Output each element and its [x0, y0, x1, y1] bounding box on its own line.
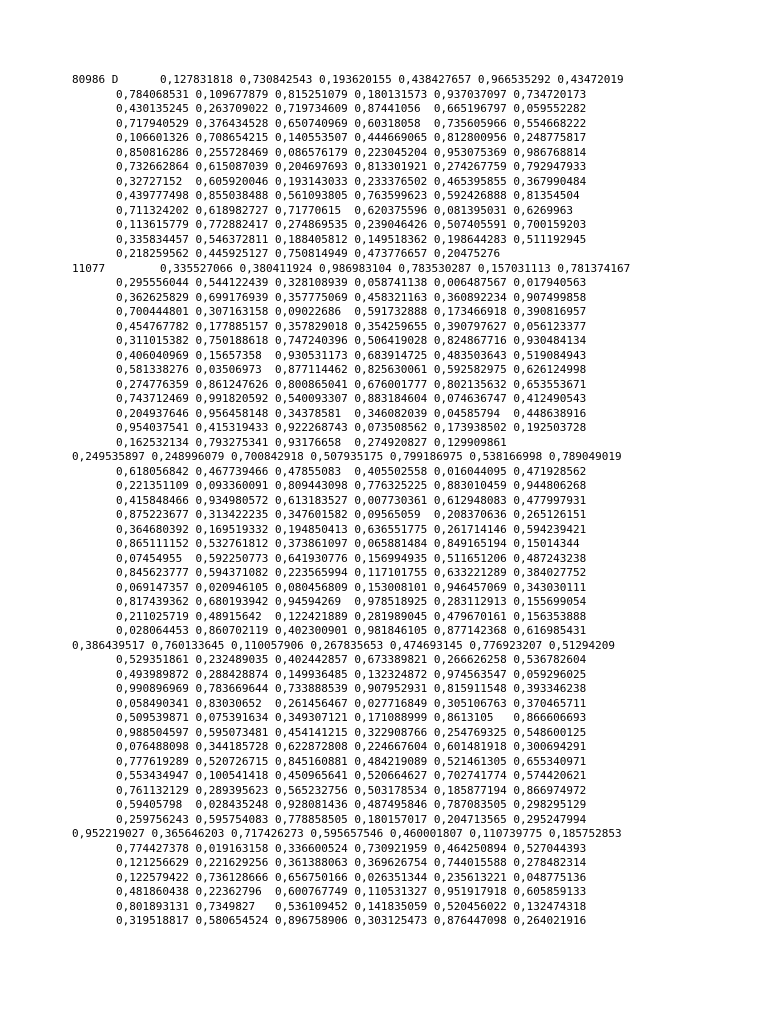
- value-row: 0,717940529 0,376434528 0,650740969 0,60318058 0,735605966 0,554668222: [116, 116, 587, 130]
- value-row: 0,335834457 0,546372811 0,188405812 0,149518362 0,198644283 0,511192945: [116, 232, 587, 246]
- value-row: 0,777619289 0,520726715 0,845160881 0,484219089 0,521461305 0,655340971: [116, 754, 587, 768]
- value-row: 0,113615779 0,772882417 0,274869535 0,239046426 0,507405591 0,700159203: [116, 218, 587, 231]
- value-row: 0,221351109 0,093360091 0,809443098 0,776325225 0,883010459 0,944806268: [116, 479, 587, 492]
- value-row: 0,59405798 0,028435248 0,928081436 0,487495846 0,787083505 0,298295129: [116, 798, 587, 811]
- data-record: [72, 639, 630, 828]
- value-row: 0,553434947 0,100541418 0,450965641 0,520664627 0,702741774 0,574420621: [116, 769, 587, 782]
- value-row: 0,311015382 0,750188618 0,747240396 0,506419028 0,824867716 0,930484134: [116, 334, 587, 347]
- value-row: 0,509539871 0,075391634 0,349307121 0,171088999 0,8613105 0,866606693: [116, 711, 587, 724]
- value-row: 0,774427378 0,019163158 0,336600524 0,730921959 0,464250894 0,527044393: [116, 841, 587, 855]
- value-row: 0,529351861 0,232489035 0,402442857 0,673389821 0,266626258 0,536782604: [116, 653, 587, 666]
- record-label: [72, 73, 160, 88]
- value-row: 0,711324202 0,618982727 0,71770615 0,620375596 0,081395031 0,6269963: [116, 203, 573, 217]
- value-row: 0,845623777 0,594371082 0,223565994 0,117101755 0,633221289 0,384027752: [116, 566, 587, 579]
- value-row: 0,218259562 0,445925127 0,750814949 0,473776657 0,20475276: [116, 247, 501, 260]
- value-row: 0,07454955 0,592250773 0,641930776 0,156994935 0,511651206 0,487243238: [116, 551, 587, 565]
- value-row: 0,954037541 0,415319433 0,922268743 0,073508562 0,173938502 0,192503728: [116, 421, 587, 434]
- value-row: 0,850816286 0,255728469 0,086576179 0,223045204 0,953075369 0,986768814: [116, 145, 587, 159]
- value-row: 0,865111152 0,532761812 0,373861097 0,065881484 0,849165194 0,15014344: [116, 537, 580, 550]
- value-row: 0,952219027 0,365646203 0,717426273 0,595657546 0,460001807 0,110739775 0,185752853: [72, 827, 622, 840]
- value-row: 0,386439517 0,760133645 0,110057906 0,267835653 0,474693145 0,776923207 0,51294209: [72, 638, 616, 652]
- record-id: 11077: [72, 261, 106, 275]
- record-label: [72, 262, 160, 277]
- value-row: 0,121256629 0,221629256 0,361388063 0,369626754 0,744015588 0,278482314: [116, 856, 587, 869]
- record-header-line: [72, 262, 630, 277]
- value-row: 0,700444801 0,307163158 0,09022686 0,591732888 0,173466918 0,390816957: [116, 305, 587, 318]
- value-row: 0,211025719 0,48915642 0,122421889 0,281989045 0,479670161 0,156353888: [116, 609, 587, 623]
- value-row: 0,990896969 0,783669644 0,733888539 0,907952931 0,815911548 0,393346238: [116, 682, 587, 695]
- record-header-line: [72, 73, 630, 88]
- data-record: [72, 73, 630, 262]
- value-row: 0,732662864 0,615087039 0,204697693 0,813301921 0,274267759 0,792947933: [116, 160, 587, 173]
- value-row: 0,618056842 0,467739466 0,47855083 0,405502558 0,016044095 0,471928562: [116, 464, 587, 478]
- value-row: 0,801893131 0,7349827 0,536109452 0,141835059 0,520456022 0,132474318: [116, 899, 587, 913]
- value-row: 0,204937646 0,956458148 0,34378581 0,346082039 0,04585794 0,448638916: [116, 406, 587, 420]
- value-row: 0,581338276 0,03506973 0,877114462 0,825630061 0,592582975 0,626124998: [116, 363, 587, 376]
- value-row: 0,784068531 0,109677879 0,815251079 0,180131573 0,937037097 0,734720173: [116, 87, 587, 101]
- value-row: 0,162532134 0,793275341 0,93176658 0,274920827 0,129909861: [116, 435, 507, 449]
- data-record: [72, 262, 630, 451]
- value-row: 0,106601326 0,708654215 0,140553507 0,444669065 0,812800956 0,248775817: [116, 131, 587, 144]
- record-header-line: [72, 827, 630, 842]
- value-row: 0,493989872 0,288428874 0,149936485 0,132324872 0,974563547 0,059296025: [116, 667, 587, 681]
- value-row: 0,319518817 0,580654524 0,896758906 0,303125473 0,876447098 0,264021916: [116, 914, 587, 927]
- record-header-line: [72, 639, 630, 654]
- value-row: 0,439777498 0,855038488 0,561093805 0,763599623 0,592426888 0,81354504: [116, 189, 580, 202]
- value-row: 0,454767782 0,177885157 0,357829018 0,354259655 0,390797627 0,056123377: [116, 319, 587, 333]
- record-header-line: [72, 450, 630, 465]
- value-row: 0,32727152 0,605920046 0,193143033 0,233376502 0,465395855 0,367990484: [116, 174, 587, 188]
- value-row: 0,430135245 0,263709022 0,719734609 0,87441056 0,665196797 0,059552282: [116, 102, 587, 115]
- value-row: 0,274776359 0,861247626 0,800865041 0,676001777 0,802135632 0,653553671: [116, 377, 587, 391]
- value-row: 0,259756243 0,595754083 0,778858505 0,180157017 0,204713565 0,295247994: [116, 812, 587, 826]
- record-tag: D: [111, 73, 119, 86]
- data-records: [72, 73, 630, 929]
- value-row: 0,335527066 0,380411924 0,986983104 0,783530287 0,157031113 0,781374167: [160, 261, 631, 275]
- value-row: 0,415848466 0,934980572 0,613183527 0,007730361 0,612948083 0,477997931: [116, 493, 587, 507]
- value-row: 0,362625829 0,699176939 0,357775069 0,458321163 0,360892234 0,907499858: [116, 290, 587, 304]
- value-row: 0,743712469 0,991820592 0,540093307 0,883184604 0,074636747 0,412490543: [116, 392, 587, 405]
- data-record: [72, 450, 630, 639]
- value-row: 0,761132129 0,289395623 0,565232756 0,503178534 0,185877194 0,866974972: [116, 783, 587, 797]
- value-row: 0,817439362 0,680193942 0,94594269 0,978518925 0,283112913 0,155699054: [116, 595, 587, 608]
- value-row: 0,122579422 0,736128666 0,656750166 0,026351344 0,235613221 0,048775136: [116, 870, 587, 884]
- value-row: 0,481860438 0,22362796 0,600767749 0,110531327 0,951917918 0,605859133: [116, 885, 587, 898]
- value-row: 0,406040969 0,15657358 0,930531173 0,683914725 0,483503643 0,519084943: [116, 348, 587, 362]
- value-row: 0,058490341 0,83030652 0,261456467 0,027716849 0,305106763 0,370465711: [116, 696, 587, 710]
- data-record: [72, 827, 630, 929]
- value-row: 0,988504597 0,595073481 0,454141215 0,322908766 0,254769325 0,548600125: [116, 725, 587, 739]
- value-row: 0,028064453 0,860702119 0,402300901 0,981846105 0,877142368 0,616985431: [116, 624, 587, 637]
- value-row: 0,295556044 0,544122439 0,328108939 0,058741138 0,006487567 0,017940563: [116, 276, 587, 289]
- value-row: 0,249535897 0,248996079 0,700842918 0,507935175 0,799186975 0,538166998 0,789049019: [72, 450, 622, 463]
- record-id: 80986: [72, 73, 106, 86]
- value-row: 0,076488098 0,344185728 0,622872808 0,224667604 0,601481918 0,300694291: [116, 740, 587, 753]
- value-row: 0,069147357 0,020946105 0,080456809 0,153008101 0,946457069 0,343030111: [116, 580, 587, 594]
- value-row: 0,127831818 0,730842543 0,193620155 0,438427657 0,966535292 0,43472019: [160, 73, 624, 86]
- value-row: 0,364680392 0,169519332 0,194850413 0,636551775 0,261714146 0,594239421: [116, 522, 587, 536]
- value-row: 0,875223677 0,313422235 0,347601582 0,09565059 0,208370636 0,265126151: [116, 508, 587, 521]
